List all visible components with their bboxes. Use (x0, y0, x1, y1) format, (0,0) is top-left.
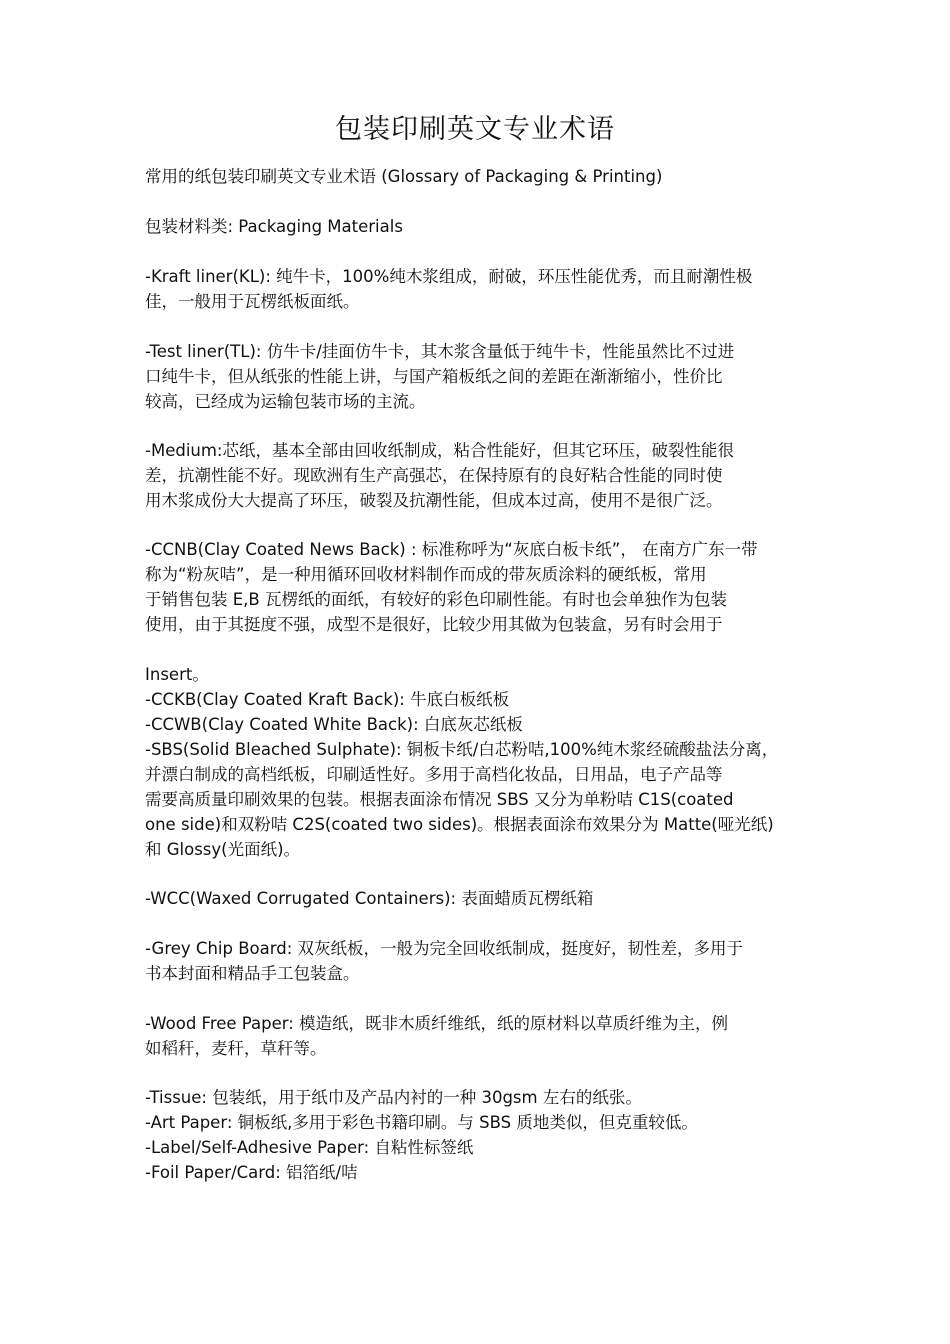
paragraph-line: one side)和双粉咭 C2S(coated two sides)。根据表面涂布效果分为 Matte(哑光纸) (145, 815, 774, 834)
paragraph-line: 需要高质量印刷效果的包装。根据表面涂布情况 SBS 又分为单粉咭 C1S(coated (145, 790, 734, 809)
entry-ccnb (145, 537, 810, 637)
entry-art-paper (145, 1110, 810, 1135)
entry-label (145, 1135, 810, 1160)
entry-grey-chip (145, 936, 810, 986)
entry-test-liner (145, 339, 810, 414)
paragraph-line: -SBS(Solid Bleached Sulphate): 铜板卡纸/白芯粉咭,100%纯木浆经硫酸盐法分离， (145, 740, 779, 759)
paragraph-line: -Art Paper: 铜板纸,多用于彩色书籍印刷。与 SBS 质地类似，但克重较低。 (145, 1113, 698, 1132)
paragraph-line: 并漂白制成的高档纸板，印刷适性好。多用于高档化妆品，日用品，电子产品等 (145, 765, 723, 784)
section-heading-text: 包装材料类: Packaging Materials (145, 217, 403, 236)
paragraph-line: 较高，已经成为运输包装市场的主流。 (145, 392, 426, 411)
entry-cckb (145, 687, 810, 712)
paragraph-line: Insert。 (145, 665, 209, 684)
paragraph-line: 和 Glossy(光面纸)。 (145, 840, 301, 859)
paragraph-line: 称为“粉灰咭”，是一种用循环回收材料制作而成的带灰质涂料的硬纸板，常用 (145, 565, 707, 584)
entry-foil (145, 1160, 810, 1185)
entry-ccnb-tail (145, 662, 810, 687)
entry-tissue (145, 1085, 810, 1110)
paragraph-line: 用木浆成份大大提高了环压，破裂及抗潮性能，但成本过高，使用不是很广泛。 (145, 491, 723, 510)
paragraph-line: -CCNB(Clay Coated News Back) : 标准称呼为“灰底白板卡纸”， 在南方广东一带 (145, 540, 758, 559)
paragraph-line: 使用，由于其挺度不强，成型不是很好，比较少用其做为包装盒，另有时会用于 (145, 615, 723, 634)
paragraph-line: -Test liner(TL): 仿牛卡/挂面仿牛卡，其木浆含量低于纯牛卡，性能虽然比不过进 (145, 342, 735, 361)
section-heading (145, 214, 810, 239)
paragraph-line: 如稻秆，麦秆，草秆等。 (145, 1039, 327, 1058)
page-title: 包装印刷英文专业术语 (335, 114, 615, 145)
paragraph-line: -Label/Self-Adhesive Paper: 自粘性标签纸 (145, 1138, 474, 1157)
paragraph-line: 差，抗潮性能不好。现欧洲有生产高强芯，在保持原有的良好粘合性能的同时使 (145, 466, 723, 485)
paragraph-line: 佳，一般用于瓦楞纸板面纸。 (145, 292, 360, 311)
entry-wcc (145, 886, 810, 911)
paragraph-line: 书本封面和精品手工包装盒。 (145, 964, 360, 983)
entry-kraft-liner (145, 264, 810, 314)
entry-ccwb (145, 712, 810, 737)
paragraph-line: -CCKB(Clay Coated Kraft Back): 牛底白板纸板 (145, 690, 510, 709)
paragraph-line: -Tissue: 包装纸，用于纸巾及产品内衬的一种 30gsm 左右的纸张。 (145, 1088, 642, 1107)
paragraph-line: 口纯牛卡，但从纸张的性能上讲，与国产箱板纸之间的差距在渐渐缩小，性价比 (145, 367, 723, 386)
paragraph-line: -Medium:芯纸，基本全部由回收纸制成，粘合性能好，但其它环压，破裂性能很 (145, 441, 734, 460)
subtitle (145, 164, 810, 189)
entry-wood-free (145, 1011, 810, 1061)
entry-sbs (145, 737, 810, 862)
paragraph-line: -Foil Paper/Card: 铝箔纸/咭 (145, 1163, 358, 1182)
paragraph-line: 于销售包装 E,B 瓦楞纸的面纸，有较好的彩色印刷性能。有时也会单独作为包装 (145, 590, 727, 609)
paragraph-line: -WCC(Waxed Corrugated Containers): 表面蜡质瓦楞纸箱 (145, 889, 594, 908)
entry-medium (145, 438, 810, 513)
paragraph-line: -CCWB(Clay Coated White Back): 白底灰芯纸板 (145, 715, 523, 734)
paragraph-line: -Kraft liner(KL): 纯牛卡，100%纯木浆组成，耐破，环压性能优秀，而且耐潮性极 (145, 267, 753, 286)
paragraph-line: -Grey Chip Board: 双灰纸板，一般为完全回收纸制成，挺度好，韧性差，多用于 (145, 939, 744, 958)
subtitle-text: 常用的纸包装印刷英文专业术语 (Glossary of Packaging & Printing) (145, 167, 663, 186)
paragraph-line: -Wood Free Paper: 模造纸，既非木质纤维纸，纸的原材料以草质纤维为主，例 (145, 1014, 729, 1033)
